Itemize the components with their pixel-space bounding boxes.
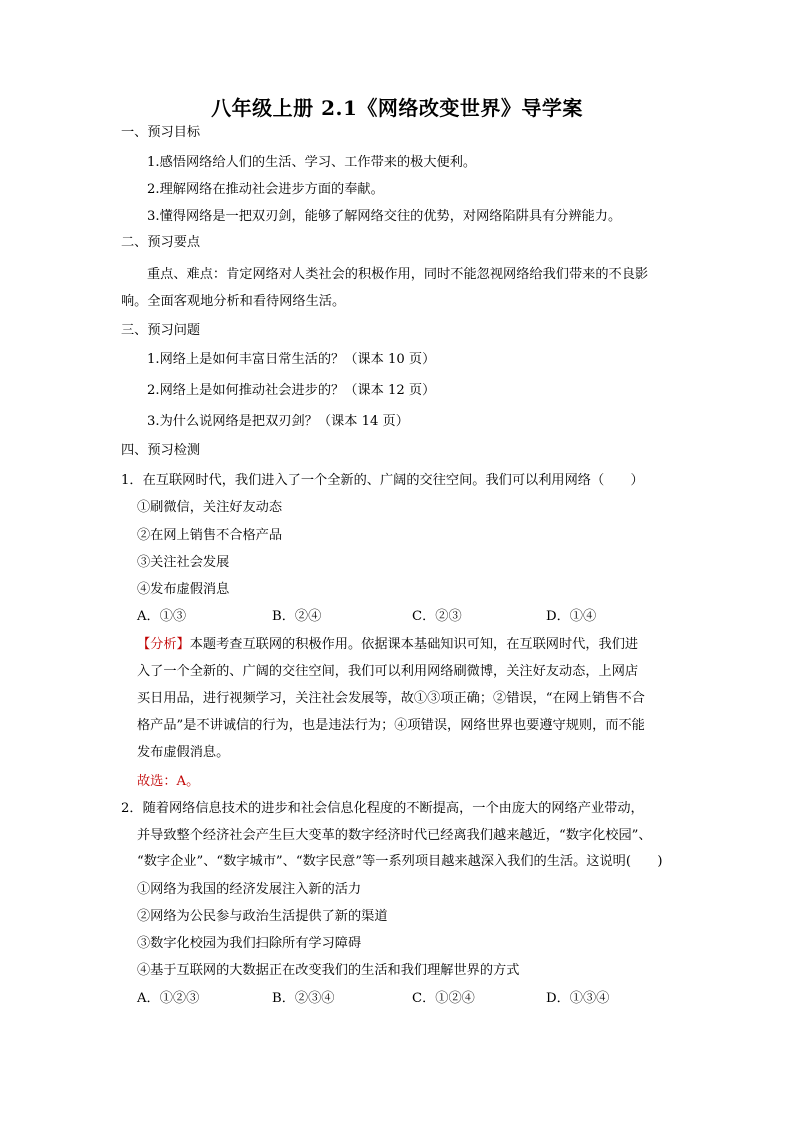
question-2-choice-a: A．①②③ bbox=[137, 991, 200, 1006]
question-2-option: ①网络为我国的经济发展注入新的活力 bbox=[137, 882, 362, 897]
question-1-analysis-line bbox=[137, 636, 638, 654]
question-1-analysis-line: 发布虚假消息。 bbox=[137, 745, 230, 760]
question-1-choice-b: B．②④ bbox=[272, 609, 322, 624]
question-2-option: ②网络为公民参与政治生活提供了新的渠道 bbox=[137, 909, 388, 924]
objective-item: 3.懂得网络是一把双刃剑，能够了解网络交往的优势，对网络陷阱具有分辨能力。 bbox=[147, 209, 622, 224]
question-1-option: ①刷微信，关注好友动态 bbox=[137, 500, 283, 515]
question-2-choice-d: D．①③④ bbox=[546, 991, 610, 1006]
question-1-option: ③关注社会发展 bbox=[137, 555, 230, 570]
question-1-choice-a: A．①③ bbox=[137, 609, 187, 624]
question-1-answer: 故选：A。 bbox=[137, 774, 200, 789]
question-2-choice-b: B．②③④ bbox=[272, 991, 335, 1006]
question-2-stem-line: 2．随着网络信息技术的进步和社会信息化程度的不断提高，一个由庞大的网络产业带动， bbox=[121, 801, 644, 816]
section-heading-questions: 三、预习问题 bbox=[121, 323, 201, 338]
question-1-analysis-line: 入了一个全新的、广阔的交往空间，我们可以利用网络刷微博，关注好友动态，上网店 bbox=[137, 664, 639, 679]
preview-question: 3.为什么说网络是把双刃剑？（课本 14 页） bbox=[147, 414, 409, 429]
question-1-stem: 1．在互联网时代，我们进入了一个全新的、广阔的交往空间。我们可以利用网络（ ） bbox=[121, 473, 644, 488]
analysis-tag: 【分析】 bbox=[137, 637, 190, 652]
analysis-text: 本题考查互联网的积极作用。依据课本基础知识可知，在互联网时代，我们进 bbox=[189, 637, 639, 652]
question-2-choice-c: C．①②④ bbox=[412, 991, 475, 1006]
section-heading-key-points: 二、预习要点 bbox=[121, 235, 201, 250]
question-1-choice-c: C．②③ bbox=[412, 609, 462, 624]
question-2-option: ④基于互联网的大数据正在改变我们的生活和我们理解世界的方式 bbox=[137, 963, 520, 978]
preview-question: 2.网络上是如何推动社会进步的？（课本 12 页） bbox=[147, 383, 436, 398]
question-1-choice-d: D．①④ bbox=[546, 609, 597, 624]
page-title: 八年级上册 2.1《网络改变世界》导学案 bbox=[211, 96, 583, 120]
objective-item: 1.感悟网络给人们的生活、学习、工作带来的极大便利。 bbox=[147, 155, 477, 170]
key-points-line: 响。全面客观地分析和看待网络生活。 bbox=[121, 294, 346, 309]
question-2-stem-line: “数字企业”、“数字城市”、“数字民意”等一系列项目越来越深入我们的生活。这说明( ) bbox=[137, 854, 663, 869]
question-1-option: ②在网上销售不合格产品 bbox=[137, 528, 283, 543]
question-1-analysis-line: 格产品”是不讲诚信的行为，也是违法行为；④项错误，网络世界也要遵守规则，而不能 bbox=[137, 718, 645, 733]
objective-item: 2.理解网络在推动社会进步方面的奉献。 bbox=[147, 182, 384, 197]
section-heading-objectives: 一、预习目标 bbox=[121, 125, 201, 140]
question-1-analysis-line: 买日用品，进行视频学习，关注社会发展等，故①③项正确；②错误，“在网上销售不合 bbox=[137, 691, 645, 706]
preview-question: 1.网络上是如何丰富日常生活的？（课本 10 页） bbox=[147, 352, 436, 367]
question-1-option: ④发布虚假消息 bbox=[137, 582, 230, 597]
key-points-line: 重点、难点：肯定网络对人类社会的积极作用，同时不能忽视网络给我们带来的不良影 bbox=[147, 267, 649, 282]
question-2-option: ③数字化校园为我们扫除所有学习障碍 bbox=[137, 936, 362, 951]
section-heading-test: 四、预习检测 bbox=[121, 443, 201, 458]
question-2-stem-line: 并导致整个经济社会产生巨大变革的数字经济时代已经离我们越来越近，“数字化校园”、 bbox=[137, 828, 652, 843]
